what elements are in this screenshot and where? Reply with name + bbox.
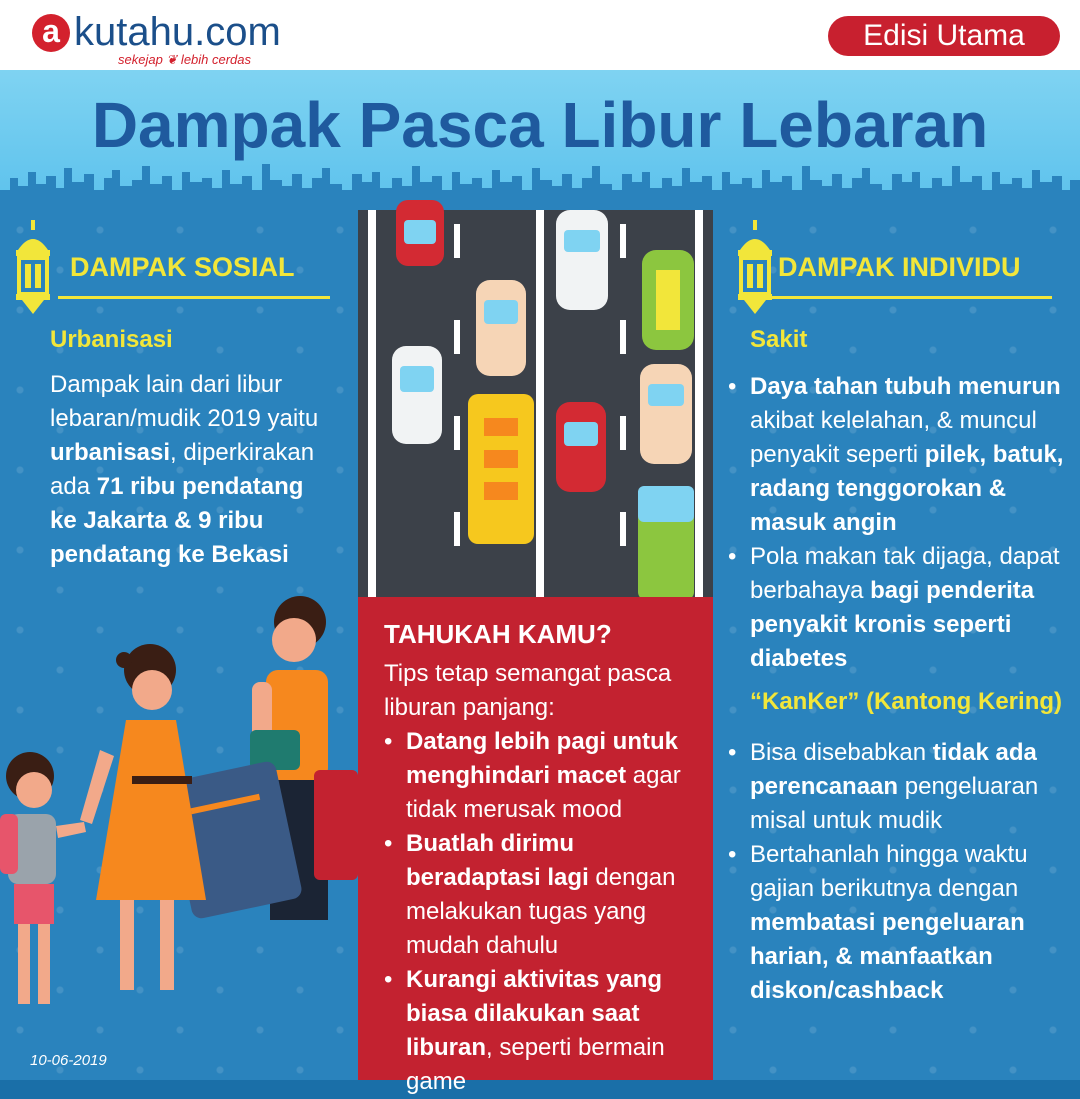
tip-bullet — [384, 725, 714, 827]
emphasis-text: bagi penderita penyakit kronis seperti diabetes — [750, 577, 1035, 672]
emphasis-text: Kurangi aktivitas yang biasa dilakukan saat liburan — [406, 966, 663, 1061]
empty-pocket-bullet-list — [728, 736, 1074, 1008]
illness-bullet — [728, 370, 1074, 540]
edition-badge: Edisi Utama — [828, 16, 1060, 56]
did-you-know-body — [384, 657, 714, 1099]
illness-bullet — [728, 540, 1074, 676]
city-skyline-graphic — [0, 160, 1080, 212]
did-you-know-box — [358, 597, 713, 1095]
right-subheading-illness: Sakit — [750, 326, 808, 353]
right-section-heading: DAMPAK INDIVIDU — [778, 252, 1021, 282]
emphasis-text: tidak ada perencanaan — [750, 739, 1037, 800]
did-you-know-bullet-list — [384, 725, 714, 1099]
text-run: agar tidak merusak mood — [406, 762, 681, 823]
lantern-icon — [10, 220, 56, 316]
logo-tagline: sekejap ❦ lebih cerdas — [118, 52, 252, 67]
text-run: dengan melakukan tugas yang mudah dahulu — [406, 864, 676, 959]
page-title: Dampak Pasca Libur Lebaran — [91, 89, 989, 161]
emphasis-text: Daya tahan tubuh menurun — [750, 373, 1061, 400]
empty-pocket-bullet — [728, 838, 1074, 1008]
emphasis-text: membatasi pengeluaran harian, & manfaatkan diskon/cashback — [750, 909, 1025, 1004]
logo-letter: a — [32, 14, 70, 52]
logo-name: kutahu — [74, 10, 195, 54]
illness-bullet-list — [728, 370, 1074, 676]
emphasis-text: pilek, batuk, radang tenggorokan & masuk angin — [750, 441, 1064, 536]
logo-wordmark — [74, 10, 281, 54]
text-run: Pola makan tak dijaga, dapat berbahaya — [750, 543, 1060, 604]
emphasis-text: 71 ribu pendatang ke Jakarta & 9 ribu pendatang ke Bekasi — [50, 473, 304, 568]
vehicles-graphic — [358, 210, 713, 600]
family-travel-illustration — [0, 600, 358, 1040]
left-heading-underline — [58, 296, 330, 299]
did-you-know-intro: Tips tetap semangat pasca liburan panjang: — [384, 660, 672, 721]
lantern-icon — [732, 220, 778, 316]
text-run: , seperti bermain game — [406, 1034, 665, 1095]
logo-domain: .com — [194, 10, 281, 54]
publish-date: 10-06-2019 — [30, 1052, 107, 1069]
traffic-road-illustration — [358, 210, 713, 600]
text-run: pengeluaran misal untuk mudik — [750, 773, 1039, 834]
left-body-text — [50, 368, 335, 572]
text-run: Dampak lain dari libur lebaran/mudik 2019 yaitu — [50, 371, 319, 432]
left-section-heading: DAMPAK SOSIAL — [70, 252, 295, 282]
header-bar — [0, 0, 1080, 70]
empty-pocket-bullet — [728, 736, 1074, 838]
text-run: , diperkirakan ada — [50, 439, 315, 500]
right-heading-underline — [770, 296, 1052, 299]
did-you-know-heading: TAHUKAH KAMU? — [384, 619, 612, 649]
emphasis-text: Datang lebih pagi untuk menghindari macet — [406, 728, 679, 789]
right-subheading-empty-pocket: “KanKer” (Kantong Kering) — [750, 688, 1062, 715]
left-subheading: Urbanisasi — [50, 326, 173, 353]
emphasis-text: urbanisasi — [50, 439, 171, 466]
tip-bullet — [384, 827, 714, 963]
emphasis-text: Buatlah dirimu beradaptasi lagi — [406, 830, 589, 891]
text-run: Bertahanlah hingga waktu gajian berikutnya dengan — [750, 841, 1028, 902]
tip-bullet — [384, 963, 714, 1099]
text-run: akibat kelelahan, & muncul penyakit seperti — [750, 407, 1037, 468]
text-run: Bisa disebabkan — [750, 739, 933, 766]
